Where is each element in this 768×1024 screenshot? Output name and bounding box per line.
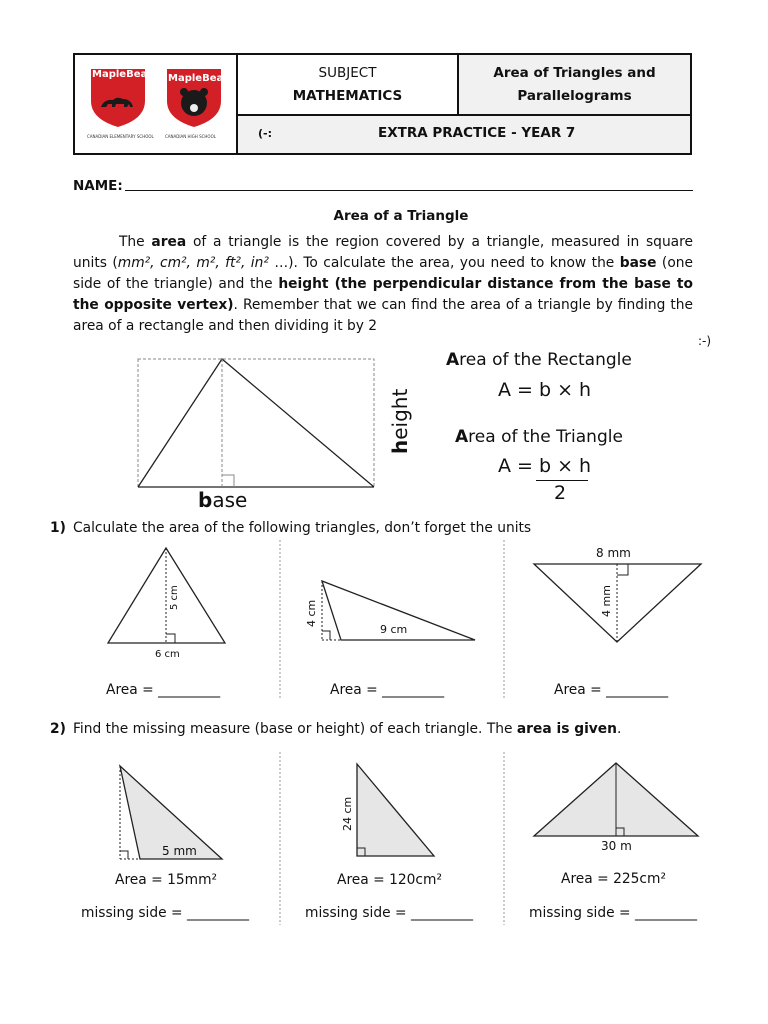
q2-missing-1[interactable]: missing side = _________	[81, 905, 250, 921]
q2-area-1: Area = 15mm²	[115, 872, 218, 888]
q1-answer-3[interactable]: Area = _________	[554, 682, 669, 698]
tri-title-rest: rea of the Triangle	[468, 427, 623, 447]
q2-text-b: .	[616, 721, 622, 737]
intro-text-2: of a triangle is the region covered by a triangle, measured in square units (	[73, 234, 693, 271]
q2-area-2: Area = 120cm²	[337, 872, 442, 888]
q1-t1-base: 6 cm	[155, 649, 180, 660]
intro-units: mm², cm², m², ft², in²	[117, 255, 269, 271]
q2-text-bold: area is given	[516, 721, 617, 737]
q2-triangle-3	[534, 763, 698, 836]
q2-area-3: Area = 225cm²	[561, 871, 666, 887]
name-label: NAME:	[73, 178, 123, 194]
subject-value: MATHEMATICS	[292, 88, 403, 104]
height-rest: eight	[388, 388, 412, 440]
intro-text-4: (one side of the triangle) and the	[73, 255, 693, 292]
base-b: b	[198, 488, 213, 512]
logo-left-text: MapleBear	[92, 69, 153, 80]
intro-text-3: …). To calculate the area, you need to know the	[268, 255, 620, 271]
base-rest: ase	[212, 488, 248, 512]
subject-label: SUBJECT	[318, 65, 377, 81]
intro-area-bold: area	[151, 234, 187, 250]
tri-title	[455, 427, 623, 447]
q2-t1-given: 5 mm	[162, 844, 197, 858]
intro-base-bold: base	[619, 255, 657, 271]
height-text	[388, 389, 412, 454]
logo-right-caption: CANADIAN HIGH SCHOOL	[165, 134, 216, 139]
tri-formula-numerator	[498, 455, 591, 477]
q1-triangle-3	[534, 564, 701, 642]
intro-height-bold: height (the perpendicular distance from the base to the opposite vertex)	[73, 276, 693, 313]
practice-label: EXTRA PRACTICE - YEAR 7	[378, 125, 576, 141]
height-h: h	[388, 439, 412, 454]
q1-t3-base: 8 mm	[596, 546, 631, 560]
q1-number: 1)	[50, 520, 66, 536]
logo-right-text: MapleBear	[168, 73, 229, 84]
rect-title-a: A	[446, 350, 460, 370]
q1-t1-height: 5 cm	[169, 585, 180, 610]
tri-formula-den: 2	[554, 482, 567, 504]
tri-formula-num: A = b × h	[498, 455, 592, 477]
q1-text: Calculate the area of the following triangles, don’t forget the units	[73, 520, 532, 536]
q1-t2-base: 9 cm	[380, 623, 408, 636]
tri-formula-bar	[536, 480, 588, 481]
q2-t2-given: 24 cm	[341, 796, 354, 831]
section-title: Area of a Triangle	[333, 208, 469, 224]
q2-missing-3[interactable]: missing side = _________	[529, 905, 698, 921]
rect-formula: A = b × h	[498, 379, 592, 401]
intro-text-1: The	[119, 234, 152, 250]
q1-answer-2[interactable]: Area = _________	[330, 682, 445, 698]
q1-t3-height: 4 mm	[600, 585, 613, 617]
rectangle-triangle-diagram	[138, 359, 374, 487]
q2-text	[73, 721, 621, 737]
smiley-left: (-:	[258, 127, 272, 140]
q1-triangle-1	[108, 548, 225, 643]
title-line-2: Parallelograms	[517, 88, 632, 104]
tri-title-a: A	[455, 427, 469, 447]
rect-title	[446, 350, 632, 370]
base-text	[198, 488, 247, 512]
q2-text-a: Find the missing measure (base or height) of each triangle. The	[73, 721, 517, 737]
intro-text-5: . Remember that we can find the area of a triangle by finding the area of a rectangle and then dividing it by 2	[73, 297, 693, 334]
title-line-1: Area of Triangles and	[493, 65, 656, 81]
q1-answer-1[interactable]: Area = _________	[106, 682, 221, 698]
q2-triangle-2	[357, 764, 434, 856]
q2-t3-given: 30 m	[601, 839, 632, 853]
q1-t2-height: 4 cm	[305, 599, 318, 627]
q2-number: 2)	[50, 721, 66, 737]
q2-missing-2[interactable]: missing side = _________	[305, 905, 474, 921]
logo-left-caption: CANADIAN ELEMENTARY SCHOOL	[87, 134, 154, 139]
rect-title-rest: rea of the Rectangle	[459, 350, 632, 370]
smiley-right: :-)	[698, 334, 712, 348]
